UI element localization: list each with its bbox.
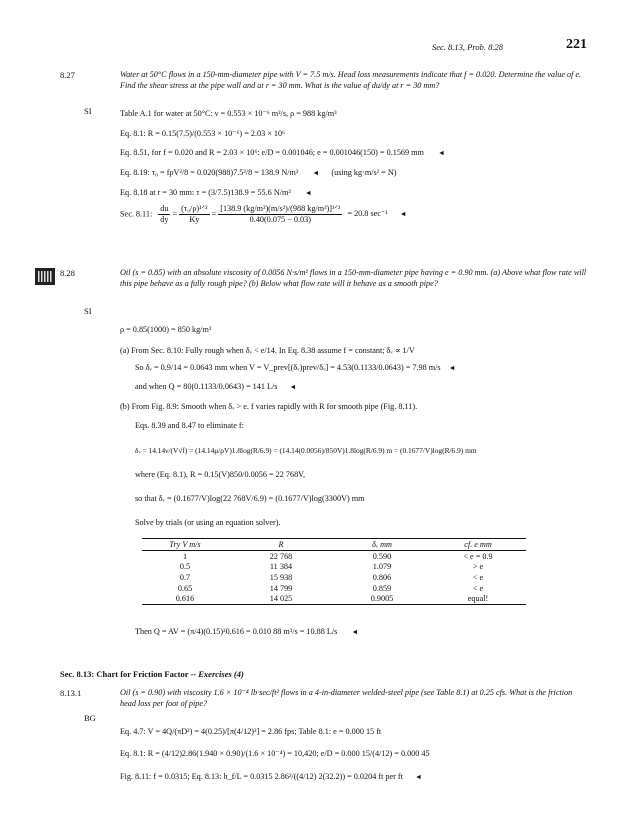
running-header: Sec. 8.13, Prob. 8.28: [432, 42, 503, 52]
table-row: [142, 562, 526, 573]
solution-text: So δᵥ = 0.9/14 = 0.0643 mm when V = V_prev[(δᵥ)prev/δᵥ] = 4.53(0.1133/0.0643) = 7.98 m/s: [135, 363, 441, 372]
unit-tag-bg: BG: [84, 713, 96, 723]
trial-table: [142, 538, 526, 605]
solution-note: (using kg·m/s² = N): [331, 168, 397, 177]
solution-line: so that δᵥ = (0.1677/V)log(22 768V/6.9) = (0.1677/V)log(3300V) mm: [135, 494, 365, 503]
unit-tag-si: SI: [84, 106, 92, 116]
column-header: R: [228, 539, 334, 551]
solution-line: Eq. 8.1: R = 0.15(7.5)/(0.553 × 10⁻⁶) = 2.03 × 10⁶: [120, 129, 285, 138]
fraction-numerator: du: [160, 204, 169, 213]
table-cell: 0.7: [179, 572, 191, 582]
solution-line: [120, 168, 396, 177]
column-header: δᵥ mm: [334, 539, 430, 551]
solution-text: Eq. 8.19: τ₀ = fρV²/8 = 0.020(988)7.5²/8 = 138.9 N/m²: [120, 168, 299, 177]
solution-line: [120, 148, 445, 157]
table-cell: 11 384: [269, 562, 293, 572]
solution-line: [135, 363, 456, 372]
answer-marker-icon: ◄: [437, 149, 445, 157]
problem-number-8-13-1: 8.13.1: [60, 688, 82, 698]
solution-line: (a) From Sec. 8.10: Fully rough when δᵥ < e/14. In Eq. 8.38 assume f = constant; δᵥ ∝ 1/V: [120, 346, 415, 355]
section-heading-text: Sec. 8.13: Chart for Friction Factor --: [60, 669, 199, 679]
solution-line: [120, 772, 422, 781]
answer-marker-icon: ◄: [351, 628, 359, 636]
solution-line: Eqs. 8.39 and 8.47 to eliminate f:: [135, 421, 244, 430]
solution-line-fraction: Sec. 8.11: $\frac{du}{dy}$ = $\frac{\text{(τ₀/ρ)¹ᐟ²}}{Ky}$ = $\frac{\text{[138.9 (kg/m³)(m/s²)/(988 kg/m³)]¹ᐟ²}}{0.40(0.075 - 0.03)}$ = 20.8 sec⁻¹ ◄: [120, 204, 407, 224]
table-row: [142, 593, 526, 604]
table-cell: 1: [182, 551, 188, 561]
column-header: cf. e mm: [430, 539, 526, 551]
fraction-numerator: [138.9 (kg/m³)(m/s²)/(988 kg/m³)]¹ᐟ²: [220, 204, 341, 213]
solution-line: Eq. 8.1: R = (4/12)2.86(1.940 × 0.90)/(1.6 × 10⁻⁴) = 10,420; e/D = 0.000 15/(4/12) = 0.000 45: [120, 749, 430, 758]
table-cell: 0.616: [142, 593, 228, 604]
solution-line: where (Eq. 8.1), R = 0.15(V)850/0.0056 = 22 768V,: [135, 470, 306, 479]
solution-line: δᵥ = 14.14ν/(V√f) = (14.14μ/ρV)1.8log(R/6.9) = (14.14(0.0056)/850V)1.8log(R/6.9) m = (0.1677/V)log(R/6.9) mm: [135, 446, 477, 455]
problem-statement-8-13-1: Oil (s = 0.90) with viscosity 1.6 × 10⁻⁴ lb·sec/ft² flows in a 4-in-diameter welded-steel pipe (see Table 8.1) at 0.25 cfs. What is the friction head loss per foot of pipe?: [120, 688, 573, 708]
solution-line: (b) From Fig. 8.9: Smooth when δᵥ > e. f varies rapidly with R for smooth pipe (Fig. 8.11).: [120, 402, 418, 411]
problem-statement-8-27: Water at 50°C flows in a 150-mm-diameter pipe with V = 7.5 m/s. Head loss measurements indicate that f = 0.020. Determine the value of e. Find the shear stress at the pipe wall and at r = 30 mm. What is the value of du/dy at r = 30 mm?: [120, 70, 582, 90]
computer-problem-icon: [35, 268, 55, 285]
table-cell: 0.806: [372, 572, 392, 582]
table-cell: > e: [472, 562, 484, 572]
problem-number-8-27: 8.27: [60, 70, 75, 80]
table-cell: 14 025: [228, 593, 334, 604]
table-cell: 0.5: [179, 562, 191, 572]
table-cell: < e: [472, 572, 484, 582]
fraction-numerator: (τ₀/ρ)¹ᐟ²: [181, 204, 208, 213]
table-cell: 14 799: [269, 583, 293, 593]
solution-line: [135, 382, 296, 391]
solution-line: Table A.1 for water at 50°C: ν = 0.553 × 10⁻⁶ m²/s, ρ = 988 kg/m³: [120, 109, 337, 118]
section-heading: [60, 669, 244, 679]
solution-text: Eq. 8.18 at r = 30 mm: τ = (3/7.5)138.9 = 55.6 N/m²: [120, 188, 291, 197]
solution-text: and when Q = 80(0.1133/0.0643) = 141 L/s: [135, 382, 278, 391]
section-heading-italic: Exercises (4): [198, 669, 244, 679]
table-cell: equal!: [430, 593, 526, 604]
fraction-denominator: 0.40(0.075 − 0.03): [249, 215, 311, 224]
answer-marker-icon: ◄: [304, 189, 312, 197]
table-cell: 0.859: [372, 583, 392, 593]
solution-line: [120, 188, 312, 197]
table-cell: 0.590: [372, 551, 392, 561]
answer-marker-icon: ◄: [312, 169, 320, 177]
solution-text: Then Q = AV = (π/4)(0.15)²0.616 = 0.010 88 m³/s = 10.88 L/s: [135, 627, 338, 636]
answer-marker-icon: ◄: [399, 210, 407, 219]
table-cell: 0.65: [177, 583, 193, 593]
answer-marker-icon: ◄: [289, 383, 297, 391]
answer-marker-icon: ◄: [414, 773, 422, 781]
table-cell: 15 938: [269, 572, 293, 582]
solution-text: Eq. 8.51, for f = 0.020 and R = 2.03 × 10⁶: e/D = 0.001046; e = 0.001046(150) = 0.1569 mm: [120, 148, 424, 157]
column-header: Try V m/s: [142, 539, 228, 551]
table-cell: 22 768: [269, 551, 293, 561]
table-row: [142, 572, 526, 583]
problem-statement-8-28: Oil (s = 0.85) with an absolute viscosity of 0.0056 N·s/m² flows in a 150-mm-diameter pipe having e = 0.90 mm. (a) Above what flow rate will this pipe behave as a fully rough pipe? (b) Below what flow rate will it behave as a smooth pipe?: [120, 268, 587, 288]
fraction-denominator: Ky: [189, 215, 200, 224]
solution-line: [135, 627, 358, 636]
unit-tag-si: SI: [84, 306, 92, 316]
page-number: 221: [566, 37, 587, 52]
solution-line: Eq. 4.7: V = 4Q/(πD²) = 4(0.25)/[π(4/12)²] = 2.86 fps; Table 8.1: e = 0.000 15 ft: [120, 727, 382, 736]
solution-line: Solve by trials (or using an equation solver).: [135, 518, 281, 527]
table-cell: 1.079: [372, 562, 392, 572]
table-cell: < e: [472, 583, 484, 593]
solution-text: Fig. 8.11: f = 0.0315; Eq. 8.13: h_f/L = 0.0315 2.86²/((4/12) 2(32.2)) = 0.0204 ft per ft: [120, 772, 403, 781]
solution-line: ρ = 0.85(1000) = 850 kg/m³: [120, 325, 212, 334]
problem-number-8-28: 8.28: [60, 268, 75, 278]
fraction-denominator: dy: [160, 215, 169, 224]
table-row: [142, 551, 526, 562]
table-row: [142, 583, 526, 594]
solution-result: = 20.8 sec⁻¹: [347, 209, 388, 219]
table-cell: < e = 0.9: [463, 551, 493, 561]
solution-text: Sec. 8.11:: [120, 209, 153, 219]
answer-marker-icon: ◄: [448, 364, 456, 372]
table-cell: 0.9005: [334, 593, 430, 604]
